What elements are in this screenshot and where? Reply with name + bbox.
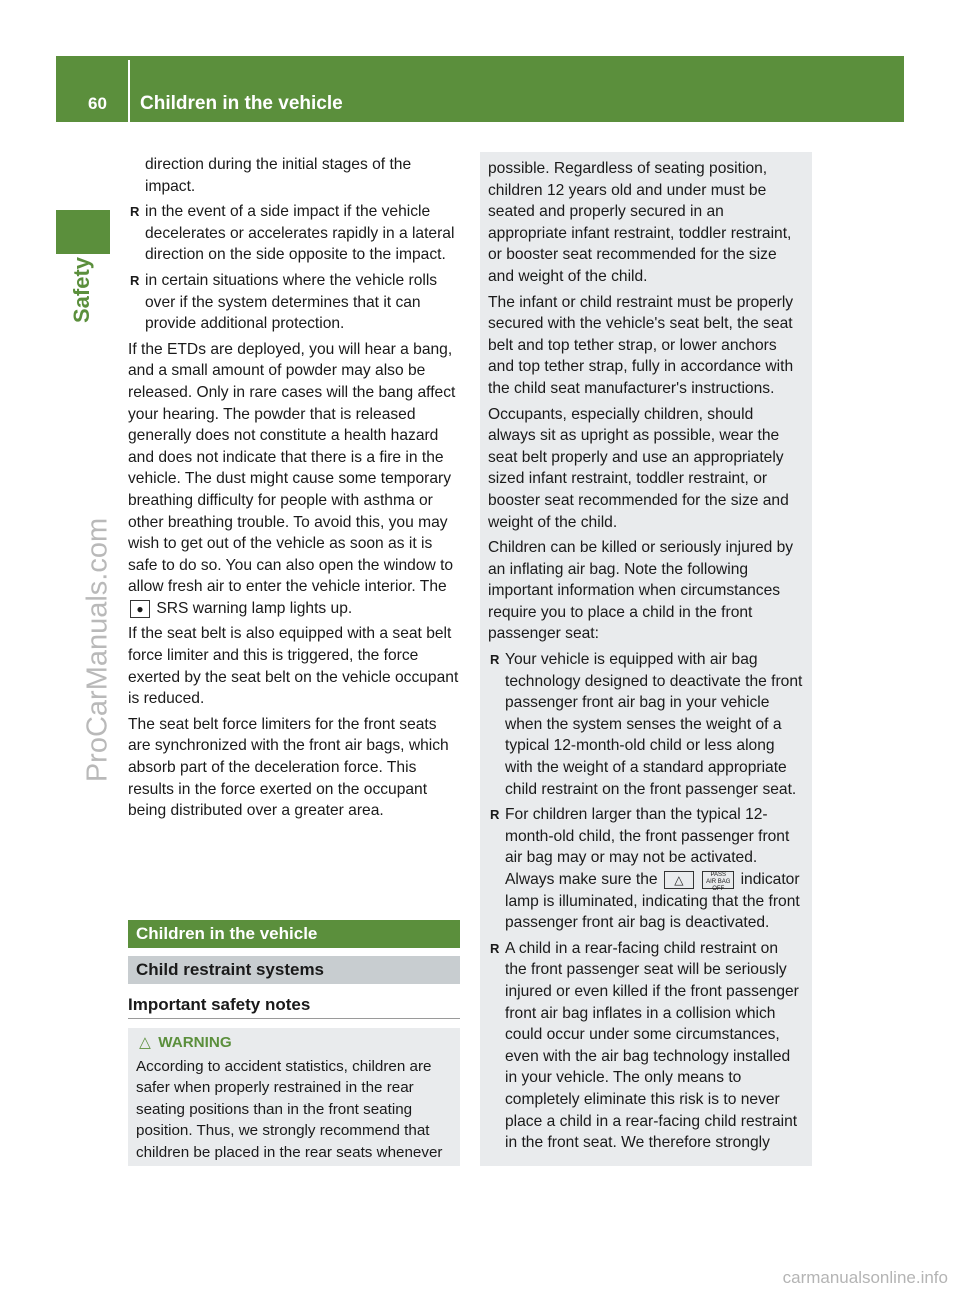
list-item-larger-text: For children larger than the typical 12-month-old child, the front passenger front air bag may or may not be activated. Always make sure the xyxy=(505,806,790,888)
header-divider xyxy=(128,60,130,122)
subsection-heading: Child restraint systems xyxy=(128,956,460,984)
topic-heading: Important safety notes xyxy=(128,993,460,1019)
paragraph-etd-tail: SRS warning lamp lights up. xyxy=(156,599,353,617)
page-number: 60 xyxy=(88,94,107,113)
list-item-rollover: R in certain situations where the vehicle rolls over if the system determines that it can provide additional protection. xyxy=(128,270,460,335)
vertical-watermark: ProCarManuals.com xyxy=(81,517,114,783)
footer-watermark: carmanualsonline.info xyxy=(782,1268,948,1287)
section-heading: Children in the vehicle xyxy=(128,920,460,948)
list-item-rear-facing: R A child in a rear-facing child restraint on the front passenger seat will be seriously injured or even killed if the front passenger front air bag inflates in a collision which could occur under some circumstances, even with the air bag technology installed in your vehicle. The only means to completely eliminate this risk is to never place a child in a rear-facing child restraint in the front seat. We therefore strongly xyxy=(488,938,804,1154)
pass-airbag-off-icon xyxy=(702,871,734,892)
paragraph-killed: Children can be killed or seriously injured by an inflating air bag. Note the following important information when circumstances require you to place a child in the front passenger seat: xyxy=(488,539,794,643)
side-tab-label: Safety xyxy=(69,256,94,324)
left-column xyxy=(128,154,460,826)
paragraph-force-limiter: If the seat belt is also equipped with a seat belt force limiter and this is triggered, the force exerted by the seat belt on the vehicle occupant is reduced. xyxy=(128,625,459,708)
list-item-side-impact: R in the event of a side impact if the vehicle decelerates or accelerates rapidly in a lateral direction on the side opposite to the impact. xyxy=(128,201,460,266)
page-title: Children in the vehicle xyxy=(140,93,343,114)
warning-box xyxy=(128,1028,460,1166)
warning-title xyxy=(136,1032,452,1054)
list-item-larger-tail: indicator lamp is illuminated, indicating that the front passenger front air bag is deactivated. xyxy=(505,871,800,932)
paragraph-etd xyxy=(128,339,460,620)
warning-title-text: WARNING xyxy=(158,1034,232,1051)
occupant-child-icon: △ xyxy=(664,871,694,889)
srs-warning-icon: ● xyxy=(130,600,150,618)
warning-text: According to accident statistics, children are safer when properly restrained in the rear seating positions than in the front seating position. Thus, we strongly recommend that children be placed in the rear seats whenever xyxy=(136,1057,443,1161)
paragraph-etd-text: If the ETDs are deployed, you will hear a bang, and a small amount of powder may also be released. Only in rare cases will the bang affect your hearing. The powder that is released generally does not constitute a health hazard and does not indicate that there is a fire in the vehicle. The dust might cause some temporary breathing difficulty for people with asthma or other breathing trouble. To avoid this, you may wish to get out of the vehicle as soon as it is safe to do so. You can also open the window to allow fresh air to enter the vehicle interior. The xyxy=(128,340,456,596)
right-column-box xyxy=(480,152,812,1166)
pass-airbag-bottom-label: AIR BAG OFF xyxy=(706,878,731,892)
paragraph-continuation: direction during the initial stages of the impact. xyxy=(145,156,412,195)
side-tab-marker xyxy=(56,210,110,254)
paragraph-possible: possible. Regardless of seating position, children 12 years old and under must be seated and properly secured in an appropriate infant restraint, toddler restraint, or booster seat recommended for the size and weight of the child. xyxy=(488,160,792,285)
paragraph-secured: The infant or child restraint must be properly secured with the vehicle's seat belt, the seat belt and top tether strap, or lower anchors and top tether strap, fully in accordance with the child seat manufacturer's instructions. xyxy=(488,293,794,397)
paragraph-synchronized: The seat belt force limiters for the front seats are synchronized with the front air bags, which absorb part of the deceleration force. This results in the force exerted on the occupant being distributed over a greater area. xyxy=(128,715,449,820)
page-header xyxy=(56,56,904,122)
pass-airbag-top-label: PASS xyxy=(710,871,727,878)
warning-triangle-icon: △ xyxy=(139,1034,151,1051)
list-item-technology: R Your vehicle is equipped with air bag technology designed to deactivate the front passenger front air bag in your vehicle when the system senses the weight of a typical 12-month-old child or less along with the weight of a standard appropriate child restraint on the front passenger seat. xyxy=(488,649,804,800)
list-item-larger-children xyxy=(488,804,804,934)
paragraph-occupants: Occupants, especially children, should always sit as upright as possible, wear the seat belt properly and use an appropriately sized infant restraint, toddler restraint, or booster seat recommended for the size and weight of the child. xyxy=(488,405,789,531)
